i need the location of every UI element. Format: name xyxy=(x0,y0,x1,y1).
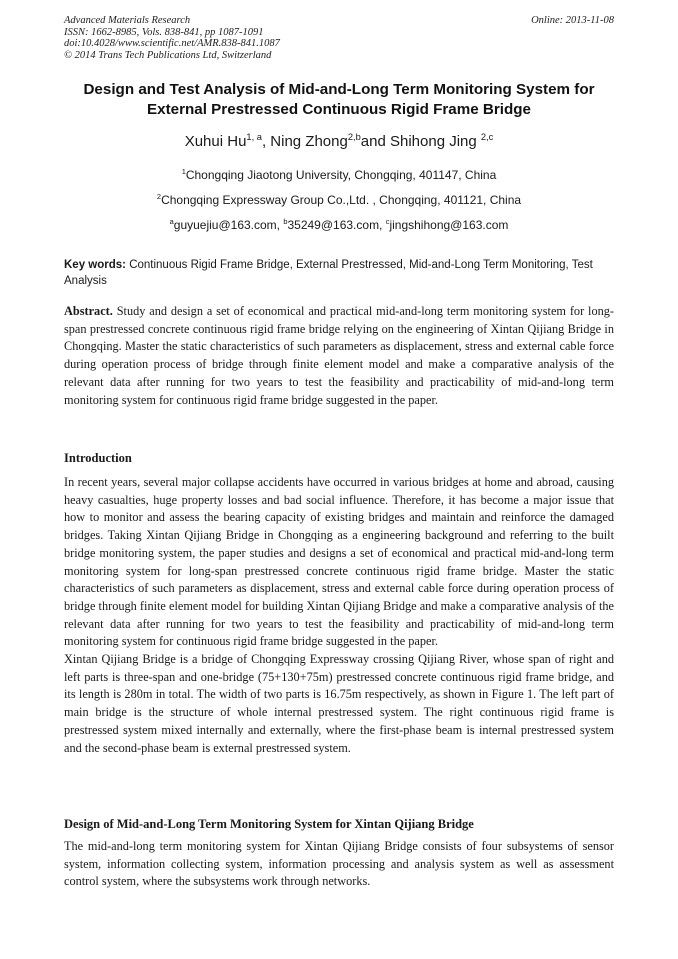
online-date: Online: 2013-11-08 xyxy=(531,15,614,26)
paragraph: The mid-and-long term monitoring system for Xintan Qijiang Bridge consists of four subsystems of sensor system, information collecting system, information processing and analysis system as well as assessment control system, where the subsystems work through networks. xyxy=(64,839,614,889)
copyright-line: © 2014 Trans Tech Publications Ltd, Switzerland xyxy=(64,49,272,61)
paragraph: Xintan Qijiang Bridge is a bridge of Chongqing Expressway crossing Qijiang River, whose span of right and left parts is three-span and one-bridge (75+130+75m) prestressed concrete continuous rigid frame bridge, and its length is 280m in total. The width of two parts is 16.75m respectively, as shown in Figure 1. The left part of main bridge is the structure of whole internal prestressed system. The right continuous rigid frame is prestressed system mixed internally and externally, where the first-phase beam is internal prestressed system and the second-phase beam is external prestressed system. xyxy=(64,652,614,755)
author-list xyxy=(40,132,638,152)
affiliation-text: Chongqing Expressway Group Co.,Ltd. , Chongqing, 401121, China xyxy=(161,193,522,207)
author-separator: , xyxy=(261,133,271,150)
introduction-heading: Introduction xyxy=(64,451,132,465)
journal-header xyxy=(64,15,280,61)
introduction-body xyxy=(64,474,614,757)
title-line-1: Design and Test Analysis of Mid-and-Long Term Monitoring System for xyxy=(83,81,595,98)
journal-name: Advanced Materials Research xyxy=(64,15,191,26)
author-superscript: 2,b xyxy=(347,132,361,142)
abstract-label: Abstract. xyxy=(64,304,113,318)
doi-line[interactable]: doi:10.4028/www.scientific.net/AMR.838-841.1087 xyxy=(64,38,280,49)
issn-line: ISSN: 1662-8985, Vols. 838-841, pp 1087-1091 xyxy=(64,26,264,38)
affiliation-superscript: 1 xyxy=(181,167,186,176)
keywords-label: Key words: xyxy=(64,259,126,271)
author-name: Ning Zhong xyxy=(270,133,348,150)
section-body xyxy=(64,838,614,891)
email-superscript: c xyxy=(385,217,390,226)
abstract xyxy=(64,303,614,409)
title-line-2: External Prestressed Continuous Rigid Frame Bridge xyxy=(147,101,531,118)
section-heading: Design of Mid-and-Long Term Monitoring System for Xintan Qijiang Bridge xyxy=(64,817,474,831)
affiliation-superscript: 2 xyxy=(156,192,162,201)
affiliation-2 xyxy=(40,192,638,208)
email-superscript: b xyxy=(283,217,288,226)
abstract-text: Study and design a set of economical and practical mid-and-long term monitoring system for long-span prestressed concrete continuous rigid frame bridge relying on the engineering of Xintan Qijiang Bridge in Chongqing. Master the static characteristics of such parameters as displacement, stress and external cable force during operation process of bridge through finite element model and make a comparative analysis of the relevant data after running for two years to test the feasibility and practicability of mid-and-long term monitoring system for continuous rigid frame bridge suggested in the paper. xyxy=(64,304,614,407)
author-superscript: 1, a xyxy=(246,132,262,142)
author-separator: and xyxy=(360,133,390,150)
paragraph: In recent years, several major collapse accidents have occurred in various bridges at home and abroad, causing heavy casualties, huge property losses and bad social influence. Therefore, it has become a major issue that how to monitor and assess the bearing capacity of existing bridges and maintain and reinforce the damaged bridges. Taking Xintan Qijiang Bridge in Chongqing as a engineering background and referring to the built bridge monitoring system, the paper studies and designs a set of economical and practical mid-and-long term monitoring system for long-span prestressed concrete continuous rigid frame bridge. Master the static characteristics of such parameters as displacement, stress and external cable force during operation process of bridge through finite element model for building Xintan Qijiang Bridge and make a comparative analysis of the relevant data after running for two years to test the feasibility and practicability of mid-and-long term monitoring system for continuous rigid frame bridge suggested in the paper. xyxy=(64,475,614,649)
author-superscript: 2,c xyxy=(480,132,494,142)
paper-title xyxy=(40,80,638,120)
author-name: Shihong Jing xyxy=(389,133,481,150)
email-text[interactable]: 35249@163.com, xyxy=(287,218,386,232)
email-superscript: a xyxy=(169,217,174,226)
affiliation-text: Chongqing Jiaotong University, Chongqing, 401147, China xyxy=(185,168,497,182)
keywords xyxy=(64,257,614,289)
email-text[interactable]: guyuejiu@163.com, xyxy=(173,218,284,232)
affiliation-1 xyxy=(40,167,638,183)
email-text[interactable]: jingshihong@163.com xyxy=(389,218,509,232)
email-list xyxy=(40,217,638,233)
author-name: Xuhui Hu xyxy=(184,133,247,150)
keywords-text: Continuous Rigid Frame Bridge, External Prestressed, Mid-and-Long Term Monitoring, Test Analysis xyxy=(64,259,593,287)
